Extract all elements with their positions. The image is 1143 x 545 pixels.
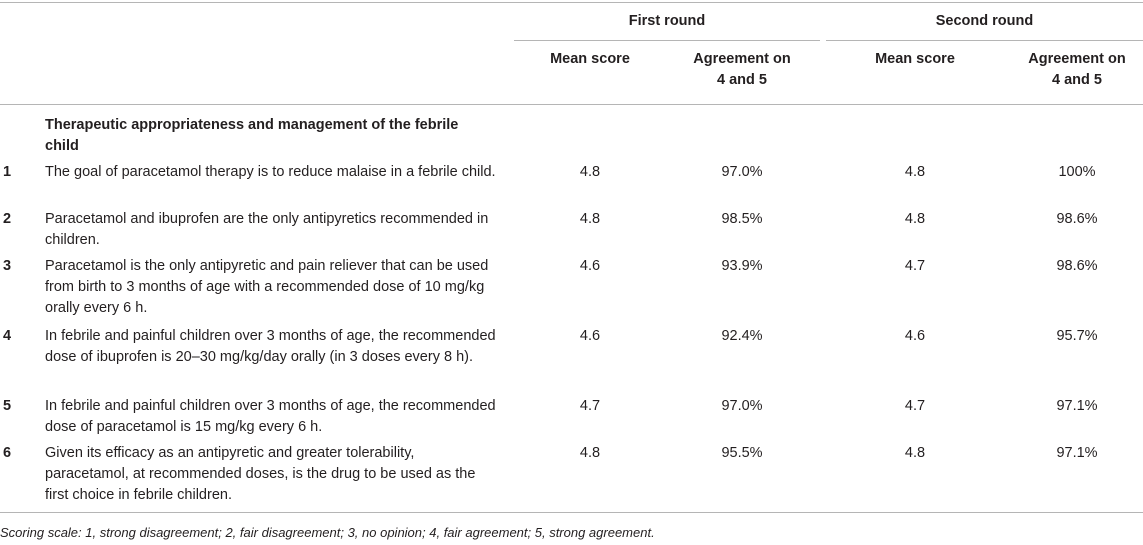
row-5-r2-agreement: 97.1% — [1056, 398, 1098, 414]
row-4-number: 4 — [3, 328, 12, 344]
section-title: Therapeutic appropriateness and management of the febrile child — [45, 117, 459, 154]
row-2-r2-agreement: 98.6% — [1056, 211, 1098, 227]
row-4-statement: In febrile and painful children over 3 months of age, the recommended dose of ibuprofen is 20–30 mg/kg/day orally (in 3 doses every 8 h). — [45, 328, 496, 365]
row-5-r2-mean: 4.7 — [904, 398, 926, 414]
row-1-number: 1 — [3, 164, 12, 180]
row-6-r1-agreement: 95.5% — [721, 445, 763, 461]
row-3-r2-agreement: 98.6% — [1056, 258, 1098, 274]
row-5-number: 5 — [3, 398, 12, 414]
row-1-r2-agreement: 100% — [1058, 164, 1096, 180]
row-5-statement: In febrile and painful children over 3 months of age, the recommended dose of paracetamol is 15 mg/kg every 6 h. — [45, 398, 496, 435]
header-first-round: First round — [628, 13, 706, 29]
header-bottom-rule — [0, 104, 1143, 105]
row-2-r1-mean: 4.8 — [579, 211, 601, 227]
row-1-statement: The goal of paracetamol therapy is to reduce malaise in a febrile child. — [45, 164, 496, 180]
row-2-statement: Paracetamol and ibuprofen are the only antipyretics recommended in children. — [45, 211, 489, 248]
row-6-statement: Given its efficacy as an antipyretic and greater tolerability, paracetamol, at recommended doses, is the drug to be used as the first choice in febrile children. — [45, 445, 476, 503]
row-1-r2-mean: 4.8 — [904, 164, 926, 180]
row-4-r1-mean: 4.6 — [579, 328, 601, 344]
row-2-number: 2 — [3, 211, 12, 227]
header-r1-mean-score: Mean score — [550, 51, 630, 67]
row-3-r2-mean: 4.7 — [904, 258, 926, 274]
header-r2-agreement: Agreement on 4 and 5 — [1028, 51, 1126, 88]
second-round-underline — [826, 40, 1143, 41]
row-4-r2-agreement: 95.7% — [1056, 328, 1098, 344]
row-4-r2-mean: 4.6 — [904, 328, 926, 344]
row-4-r1-agreement: 92.4% — [721, 328, 763, 344]
row-5-r1-agreement: 97.0% — [721, 398, 763, 414]
row-6-r2-agreement: 97.1% — [1056, 445, 1098, 461]
row-1-r1-agreement: 97.0% — [721, 164, 763, 180]
row-2-r1-agreement: 98.5% — [721, 211, 763, 227]
table-footnote: Scoring scale: 1, strong disagreement; 2, fair disagreement; 3, no opinion; 4, fair agreement; 5, strong agreement. — [0, 525, 655, 540]
table-bottom-rule — [0, 512, 1143, 513]
row-6-r1-mean: 4.8 — [579, 445, 601, 461]
row-6-r2-mean: 4.8 — [904, 445, 926, 461]
row-1-r1-mean: 4.8 — [579, 164, 601, 180]
row-3-r1-agreement: 93.9% — [721, 258, 763, 274]
row-2-r2-mean: 4.8 — [904, 211, 926, 227]
row-5-r1-mean: 4.7 — [579, 398, 601, 414]
first-round-underline — [514, 40, 820, 41]
row-6-number: 6 — [3, 445, 12, 461]
row-3-statement: Paracetamol is the only antipyretic and pain reliever that can be used from birth to 3 months of age with a recommended dose of 10 mg/kg orally every 6 h. — [45, 258, 489, 316]
row-3-r1-mean: 4.6 — [579, 258, 601, 274]
table-top-rule — [0, 2, 1143, 3]
header-r1-agreement: Agreement on 4 and 5 — [693, 51, 791, 88]
header-r2-mean-score: Mean score — [875, 51, 955, 67]
header-second-round: Second round — [935, 13, 1034, 29]
row-3-number: 3 — [3, 258, 12, 274]
